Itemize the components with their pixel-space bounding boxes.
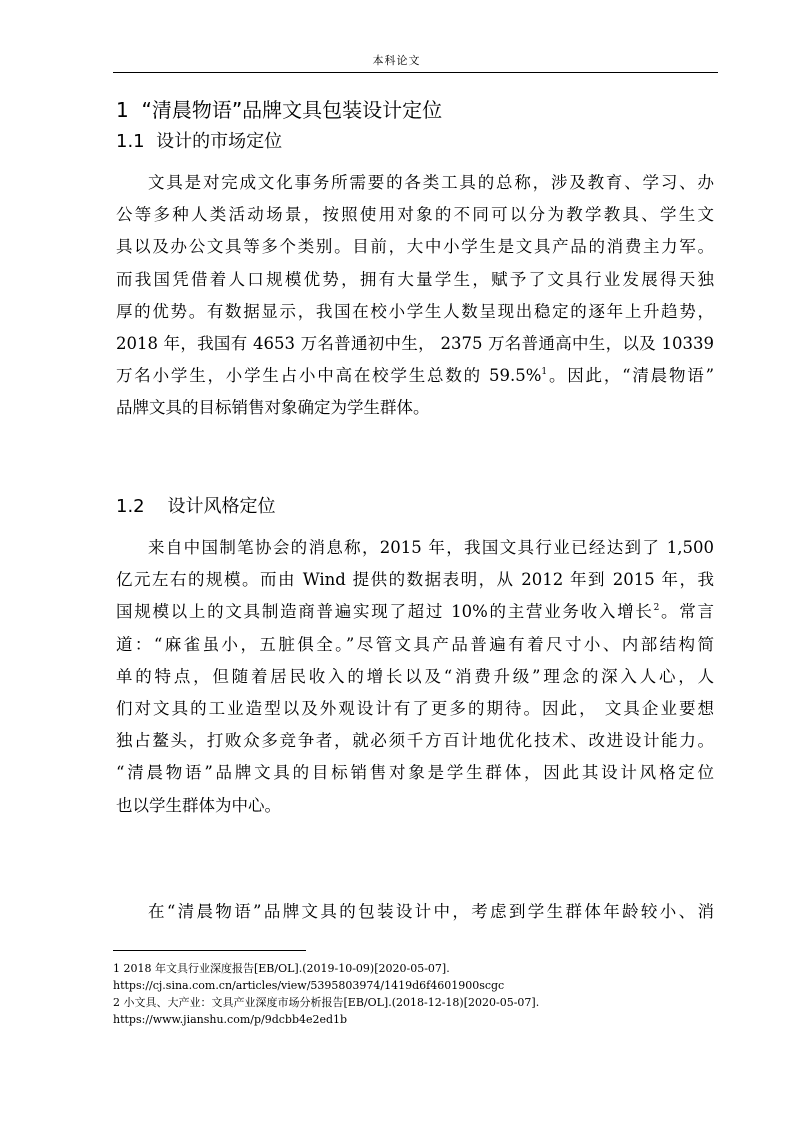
footnote-ref-2[interactable]: 2	[653, 603, 660, 614]
page-header: 本科论文	[372, 54, 421, 67]
paragraph-style	[116, 532, 714, 822]
section-number: 1.2	[116, 496, 145, 517]
text-line: 也以学生群体为中心。	[116, 795, 281, 815]
footnote-text: 1 2018 年文具行业深度报告[EB/OL].(2019-10-09)[2020-05-07].	[113, 962, 450, 975]
text-line: 来自中国制笔协会的消息称，2015 年，我国文具行业已经达到了 1,500	[148, 538, 714, 557]
section-title: 设计的市场定位	[156, 131, 283, 152]
text-line: 在“清晨物语”品牌文具的包装设计中，考虑到学生群体年龄较小、消	[148, 902, 714, 921]
text-line: 单的特点，但随着居民收入的增长以及“消费升级”理念的深入人心，人	[116, 666, 714, 686]
section-title: 设计风格定位	[167, 496, 276, 517]
text-line	[116, 596, 714, 628]
text-line: 公等多种人类活动场景，按照使用对象的不同可以分为教学教具、学生文	[116, 205, 714, 225]
footnote-1	[113, 960, 713, 994]
paragraph-packaging	[116, 896, 714, 928]
text-segment: 国规模以上的文具制造商普遍实现了超过 10%的主营业务收入增长	[116, 602, 654, 622]
section-heading-1-1	[116, 129, 282, 155]
footnote-url[interactable]: https://cj.sina.com.cn/articles/view/5395803974/1419d6f4601900scgc	[113, 979, 505, 992]
section-number: 1.1	[116, 131, 145, 152]
text-segment: 。常言	[659, 602, 715, 622]
text-line: 们对文具的工业造型以及外观设计有了更多的期待。因此， 文具企业要想	[116, 698, 714, 718]
footnote-2	[113, 994, 713, 1028]
text-line: 品牌文具的目标销售对象确定为学生群体。	[116, 398, 430, 418]
footnote-rule	[113, 950, 306, 951]
text-line: “清晨物语”品牌文具的目标销售对象是学生群体，因此其设计风格定位	[116, 763, 714, 783]
text-line: 独占鳌头，打败众多竞争者，就必须千方百计地优化技术、改进设计能力。	[116, 731, 714, 751]
header-rule	[113, 72, 718, 73]
chapter-heading	[116, 96, 442, 124]
footnote-text: 2 小文具、大产业：文具产业深度市场分析报告[EB/OL].(2018-12-18)[2020-05-07].	[113, 996, 540, 1009]
text-segment: 万名小学生，小学生占小中高在校学生总数的 59.5%	[116, 366, 542, 386]
text-line: 2018 年，我国有 4653 万名普通初中生， 2375 万名普通高中生，以及 10339	[116, 333, 714, 353]
text-segment: 。因此，“清晨物语”	[547, 366, 715, 386]
text-line: 厚的优势。有数据显示，我国在校小学生人数呈现出稳定的逐年上升趋势，	[116, 301, 714, 321]
paragraph-market	[116, 167, 714, 425]
footnote-url[interactable]: https://www.jianshu.com/p/9dcbb4e2ed1b	[113, 1013, 348, 1026]
footnote-ref-1[interactable]: 1	[541, 367, 548, 378]
chapter-number: 1	[116, 98, 129, 122]
section-heading-1-2	[116, 494, 276, 520]
chapter-title: “清晨物语”品牌文具包装设计定位	[141, 98, 443, 122]
text-line	[116, 360, 714, 392]
text-line: 而我国凭借着人口规模优势，拥有大量学生，赋予了文具行业发展得天独	[116, 269, 714, 289]
text-line: 亿元左右的规模。而由 Wind 提供的数据表明，从 2012 年到 2015 年，我	[116, 570, 714, 590]
text-line: 具以及办公文具等多个类别。目前，大中小学生是文具产品的消费主力军。	[116, 237, 714, 257]
text-line: 文具是对完成文化事务所需要的各类工具的总称，涉及教育、学习、办	[148, 173, 714, 192]
text-line: 道：“麻雀虽小，五脏俱全。”尽管文具产品普遍有着尺寸小、内部结构简	[116, 634, 714, 654]
